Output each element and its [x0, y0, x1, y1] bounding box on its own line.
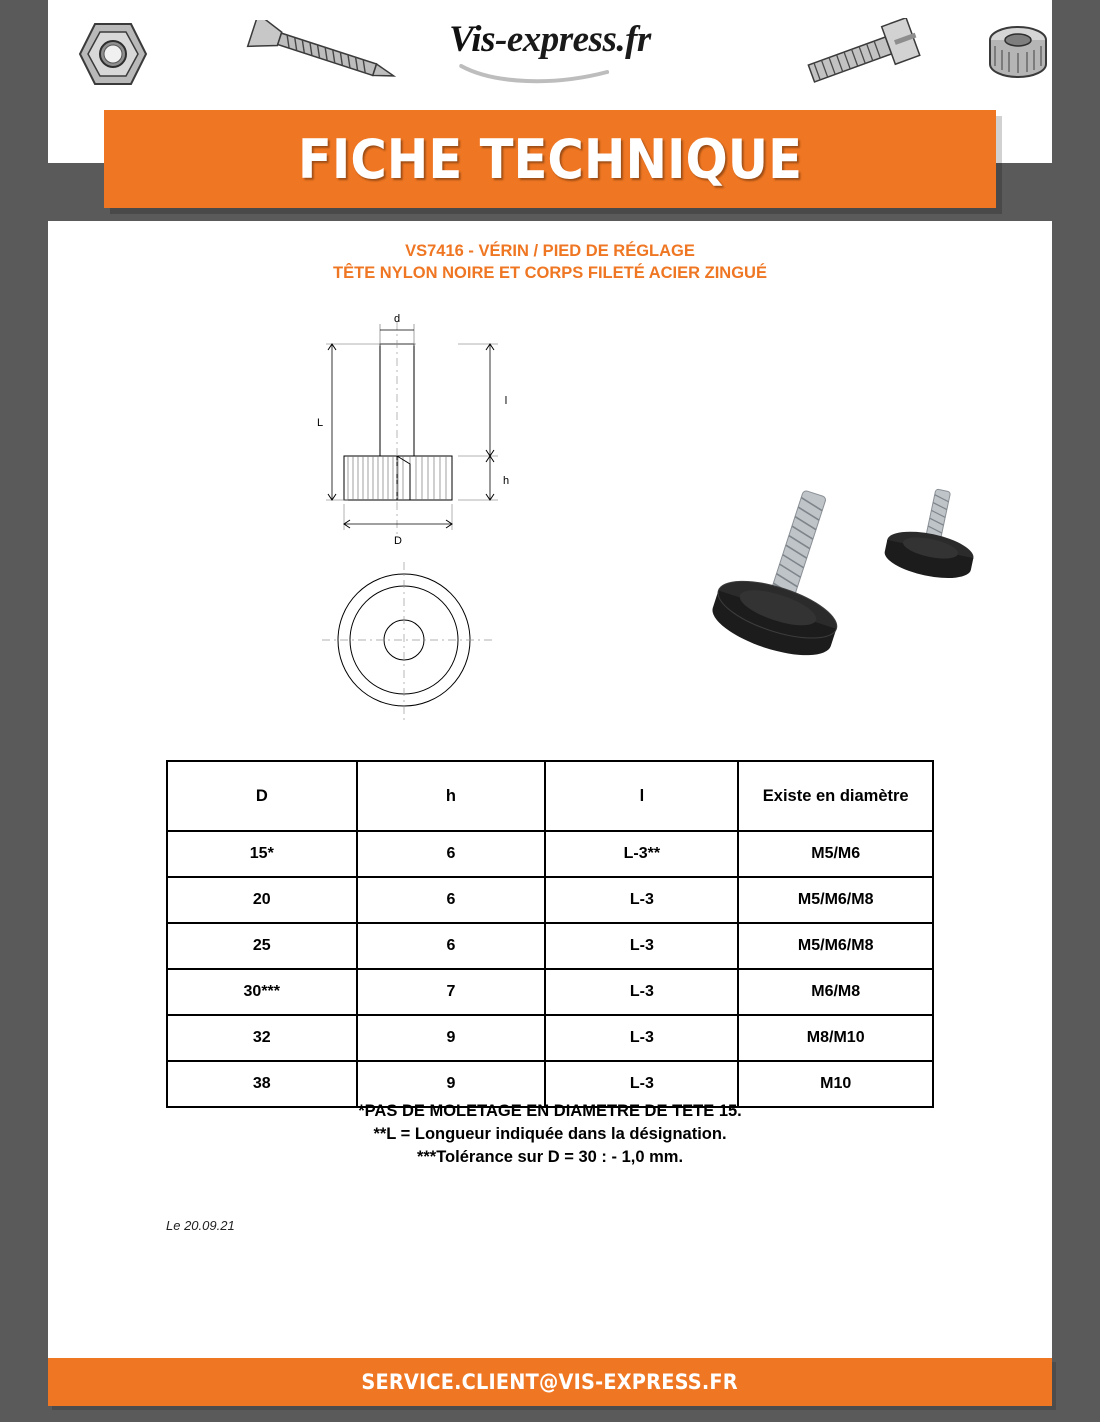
document-date: Le 20.09.21	[166, 1218, 235, 1233]
table-row	[167, 923, 933, 969]
left-margin-bar	[0, 0, 48, 1422]
cell-diametre: M10	[738, 1061, 933, 1107]
footnote-1: *PAS DE MOLETAGE EN DIAMETRE DE TETE 15.	[358, 1102, 742, 1120]
cell-diametre: M5/M6/M8	[738, 877, 933, 923]
page-title: FICHE TECHNIQUE	[297, 127, 803, 191]
product-subtitle	[48, 240, 1052, 284]
brand-logo[interactable]	[449, 18, 651, 61]
column-header-d: D	[167, 761, 357, 831]
cell-d: 15*	[167, 831, 357, 877]
cell-d: 25	[167, 923, 357, 969]
hex-bolt-icon	[800, 18, 930, 90]
cell-diametre: M5/M6/M8	[738, 923, 933, 969]
footnotes	[48, 1100, 1052, 1169]
cell-l: L-3	[545, 877, 738, 923]
cell-diametre: M8/M10	[738, 1015, 933, 1061]
subtitle-line-1: VS7416 - VÉRIN / PIED DE RÉGLAGE	[405, 242, 695, 260]
footnote-2: **L = Longueur indiquée dans la désignation.	[373, 1125, 727, 1143]
table-header-row	[167, 761, 933, 831]
svg-text:d: d	[393, 313, 401, 325]
cell-h: 9	[357, 1061, 546, 1107]
cell-d: 30***	[167, 969, 357, 1015]
right-margin-bar	[1052, 0, 1100, 1422]
product-photo	[668, 480, 1028, 700]
cell-d: 38	[167, 1061, 357, 1107]
cell-h: 9	[357, 1015, 546, 1061]
cell-h: 7	[357, 969, 546, 1015]
lock-nut-icon	[983, 20, 1053, 86]
subtitle-line-2: TÊTE NYLON NOIRE ET CORPS FILETÉ ACIER ZINGUÉ	[333, 264, 767, 282]
svg-text:l: l	[504, 395, 508, 407]
brand-name-secondary: -express.fr	[494, 19, 651, 60]
cell-d: 32	[167, 1015, 357, 1061]
cell-l: L-3	[545, 923, 738, 969]
column-header-h: h	[357, 761, 546, 831]
cell-l: L-3	[545, 1061, 738, 1107]
footer-contact-banner[interactable]	[48, 1358, 1052, 1406]
table-row	[167, 831, 933, 877]
cell-h: 6	[357, 877, 546, 923]
hex-nut-icon	[78, 22, 148, 86]
footer-white-gap	[48, 1336, 1052, 1358]
cell-l: L-3**	[545, 831, 738, 877]
column-header-l: l	[545, 761, 738, 831]
brand-name-primary: Vis	[449, 19, 495, 60]
cell-h: 6	[357, 923, 546, 969]
svg-text:L: L	[316, 417, 324, 429]
cell-h: 6	[357, 831, 546, 877]
table-row	[167, 877, 933, 923]
specification-table	[166, 760, 934, 1108]
technical-drawing-side-view	[298, 304, 528, 554]
title-banner	[104, 110, 996, 208]
cell-diametre: M5/M6	[738, 831, 933, 877]
brand-swoosh-icon	[459, 64, 609, 86]
svg-text:h: h	[502, 475, 510, 487]
svg-text:D: D	[394, 535, 402, 547]
drawing-area	[48, 300, 1052, 740]
technical-drawing-top-view	[316, 558, 506, 728]
footer-email: SERVICE.CLIENT@VIS-EXPRESS.FR	[361, 1370, 739, 1394]
footnote-3: ***Tolérance sur D = 30 : - 1,0 mm.	[416, 1148, 684, 1166]
cell-d: 20	[167, 877, 357, 923]
table-row	[167, 969, 933, 1015]
table-row	[167, 1015, 933, 1061]
cell-diametre: M6/M8	[738, 969, 933, 1015]
cell-l: L-3	[545, 1015, 738, 1061]
column-header-existe-en-diametre: Existe en diamètre	[738, 761, 933, 831]
cell-l: L-3	[545, 969, 738, 1015]
logo-strip	[48, 0, 1052, 106]
wood-screw-icon	[243, 20, 403, 88]
